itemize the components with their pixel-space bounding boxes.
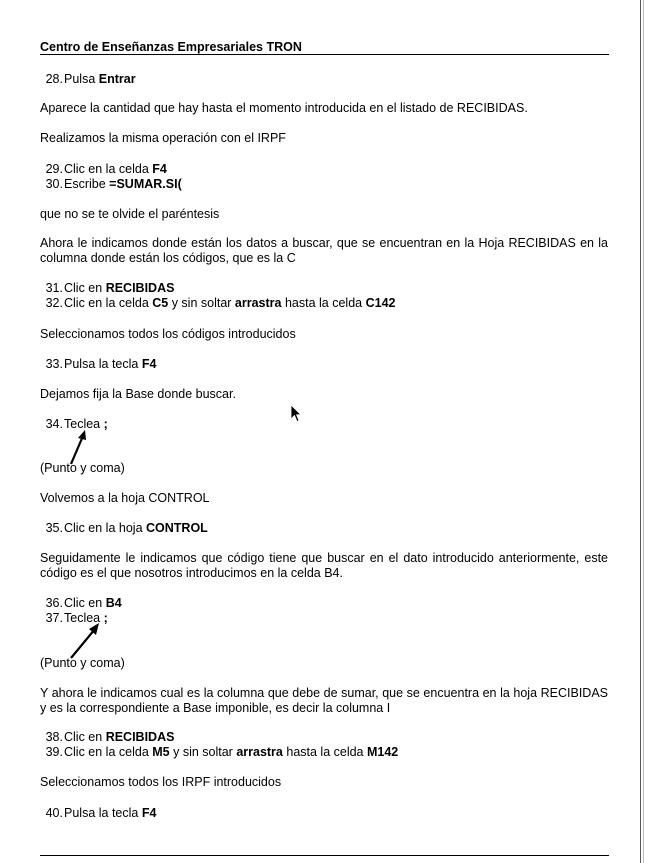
paragraph: Seguidamente le indicamos que código tiene que buscar en el dato introducido anteriormente, este código es el que nosotros introducimos en la celda B4. <box>40 551 608 580</box>
header-rule <box>40 54 609 55</box>
paragraph: Volvemos a la hoja CONTROL <box>40 491 210 505</box>
paragraph: Realizamos la misma operación con el IRPF <box>40 131 286 145</box>
step-28: 28.Pulsa Entrar <box>45 72 136 86</box>
paragraph: (Punto y coma) <box>40 461 125 475</box>
page-edge <box>640 0 641 863</box>
step-37: 37.Teclea ; <box>45 611 108 625</box>
paragraph: Aparece la cantidad que hay hasta el momento introducida en el listado de RECIBIDAS. <box>40 101 528 115</box>
step-34: 34.Teclea ; <box>45 417 108 431</box>
paragraph: Seleccionamos todos los IRPF introducidos <box>40 775 282 789</box>
step-36: 36.Clic en B4 <box>45 596 122 610</box>
paragraph: Dejamos fija la Base donde buscar. <box>40 387 236 401</box>
step-32: 32.Clic en la celda C5 y sin soltar arrastra hasta la celda C142 <box>45 296 396 310</box>
paragraph: que no se te olvide el paréntesis <box>40 207 220 221</box>
step-40: 40.Pulsa la tecla F4 <box>45 806 157 820</box>
step-35: 35.Clic en la hoja CONTROL <box>45 521 208 535</box>
paragraph: (Punto y coma) <box>40 656 125 670</box>
footer-rule <box>40 855 609 856</box>
step-33: 33.Pulsa la tecla F4 <box>45 357 157 371</box>
paragraph: Seleccionamos todos los códigos introducidos <box>40 327 296 341</box>
page-header: Centro de Enseñanzas Empresariales TRON <box>40 40 302 54</box>
step-39: 39.Clic en la celda M5 y sin soltar arrastra hasta la celda M142 <box>45 745 399 759</box>
paragraph: Ahora le indicamos donde están los datos a buscar, que se encuentran en la Hoja RECIBIDAS en la columna donde están los códigos, que es la C <box>40 236 608 265</box>
step-38: 38.Clic en RECIBIDAS <box>45 730 175 744</box>
step-30: 30.Escribe =SUMAR.SI( <box>45 177 182 191</box>
step-29: 29.Clic en la celda F4 <box>45 162 167 176</box>
step-31: 31.Clic en RECIBIDAS <box>45 281 175 295</box>
paragraph: Y ahora le indicamos cual es la columna que debe de sumar, que se encuentra en la hoja RECIBIDAS y es la correspondiente a Base imponible, es decir la columna I <box>40 686 608 715</box>
page-edge-shadow <box>643 0 644 863</box>
